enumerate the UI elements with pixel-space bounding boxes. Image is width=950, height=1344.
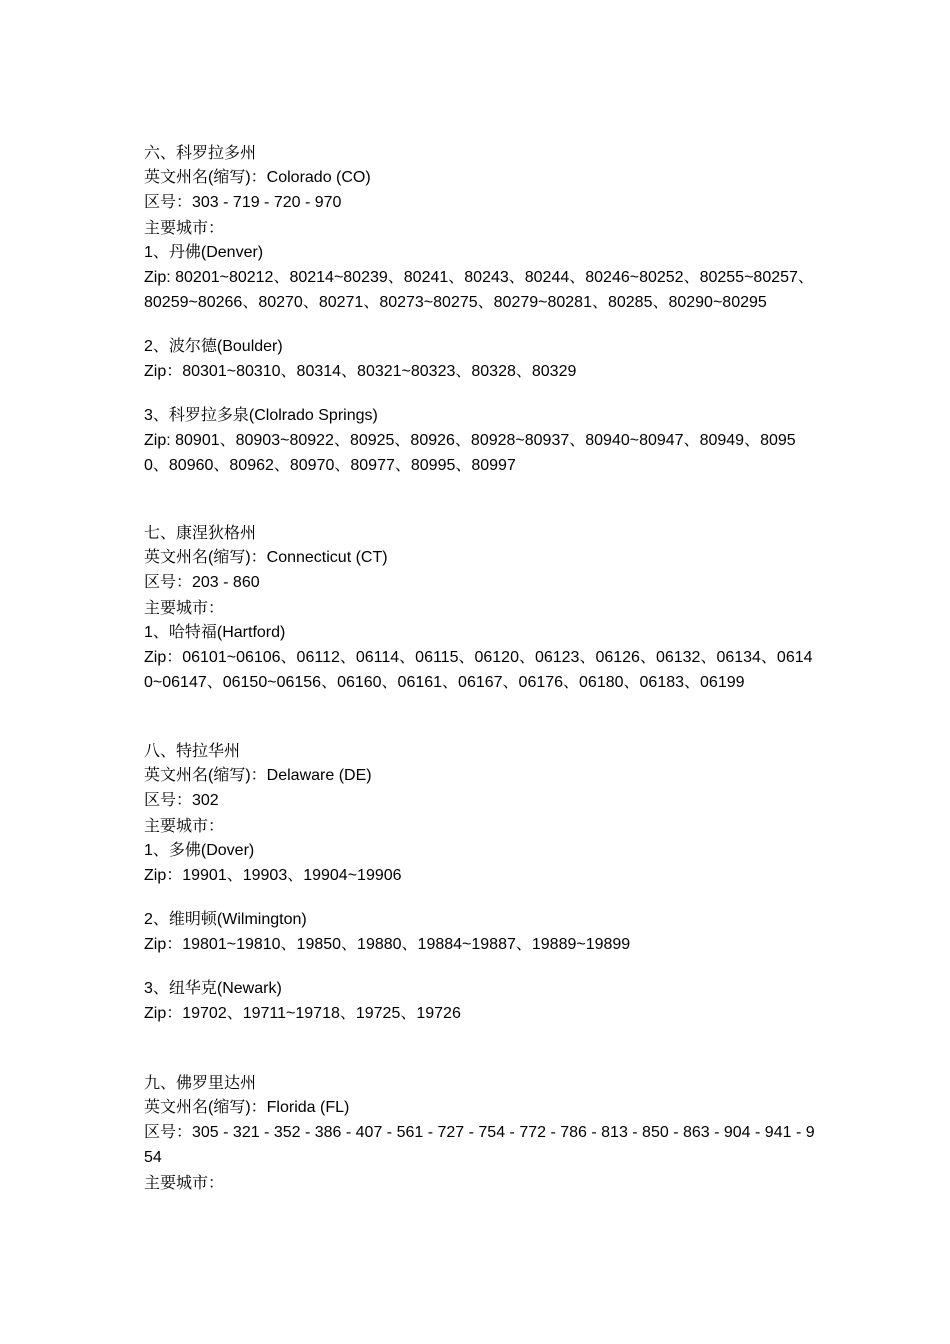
city-zip: Zip：80301~80310、80314、80321~80323、80328、80329 (144, 363, 577, 380)
document-page (144, 140, 824, 1195)
city-name: 2、波尔德(Boulder) (144, 338, 283, 355)
city-zip: Zip：19801~19810、19850、19880、19884~19887、19889~19899 (144, 936, 631, 953)
state-english-name: 英文州名(缩写)：Florida (FL) (144, 1099, 350, 1116)
city-name: 1、多佛(Dover) (144, 842, 255, 859)
city-name: 1、哈特福(Hartford) (144, 624, 286, 641)
area-code: 区号：303 - 719 - 720 - 970 (144, 194, 342, 211)
state-section-florida (144, 1070, 824, 1195)
major-cities-label: 主要城市： (144, 816, 225, 835)
state-title: 六、科罗拉多州 (144, 143, 257, 162)
city-zip: Zip：19702、19711~19718、19725、19726 (144, 1005, 461, 1022)
state-english-name: 英文州名(缩写)：Connecticut (CT) (144, 549, 388, 566)
major-cities-label: 主要城市： (144, 1173, 225, 1192)
area-code: 区号：302 (144, 792, 219, 809)
city-zip: Zip: 80201~80212、80214~80239、80241、80243、80244、80246~80252、80255~80257、80259~80266、80270、80271、80273~80275、80279~80281、80285、80290~80295 (144, 269, 814, 311)
state-title: 九、佛罗里达州 (144, 1073, 257, 1092)
area-code: 区号：305 - 321 - 352 - 386 - 407 - 561 - 727 - 754 - 772 - 786 - 813 - 850 - 863 - 904 - 941 - 954 (144, 1124, 815, 1166)
state-section-connecticut (144, 520, 824, 695)
major-cities-label: 主要城市： (144, 218, 225, 237)
state-english-name: 英文州名(缩写)：Colorado (CO) (144, 169, 371, 186)
city-zip: Zip：06101~06106、06112、06114、06115、06120、06123、06126、06132、06134、06140~06147、06150~06156、06160、06161、06167、06176、06180、06183、06199 (144, 649, 813, 691)
state-section-delaware (144, 738, 824, 1026)
state-title: 七、康涅狄格州 (144, 523, 257, 542)
major-cities-label: 主要城市： (144, 598, 225, 617)
city-zip: Zip：19901、19903、19904~19906 (144, 867, 402, 884)
state-title: 八、特拉华州 (144, 741, 241, 760)
state-english-name: 英文州名(缩写)：Delaware (DE) (144, 767, 372, 784)
area-code: 区号：203 - 860 (144, 574, 260, 591)
city-name: 3、纽华克(Newark) (144, 980, 282, 997)
city-zip: Zip: 80901、80903~80922、80925、80926、80928~80937、80940~80947、80949、80950、80960、80962、80970、80977、80995、80997 (144, 432, 796, 474)
city-name: 2、维明顿(Wilmington) (144, 911, 307, 928)
city-name: 3、科罗拉多泉(Clolrado Springs) (144, 407, 378, 424)
state-section-colorado (144, 140, 824, 478)
city-name: 1、丹佛(Denver) (144, 244, 264, 261)
